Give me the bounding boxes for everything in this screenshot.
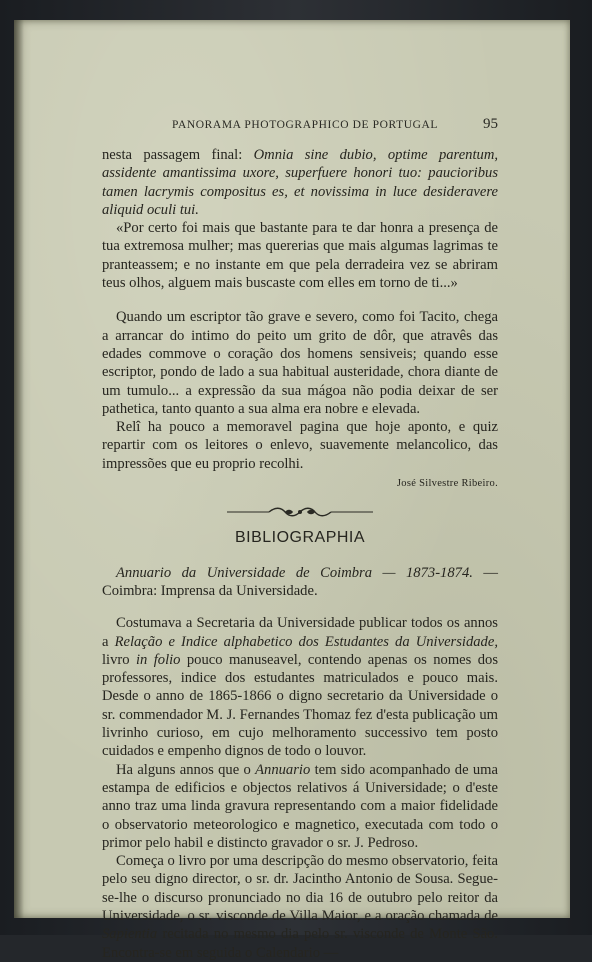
commentary-paragraph-1: Quando um escriptor tão grave e severo, como foi Tacito, chega a arrancar do intimo do peito um grito de dôr, que atravês das edades commove o coração dos homens sensiveis; quando esse escriptor, pondo de lado a sua habitual austeridade, chora diante de um tumulo... a expressão da sua mágoa não podia deixar de ser pathetica, tanto quanto a sua alma era nobre e elevada. (102, 309, 498, 417)
text-run: Costumava a Secretaria da Universidade publicar todos os annos a (102, 615, 498, 650)
italic-term: Sapientia (102, 926, 158, 943)
text-run: Começa o livro por uma descripção do mesmo observatorio, feita pelo seu digno director, o sr. dr. Jacintho Antonio de Sousa. Segue-se-lhe o discurso pronunciado no dia 16 de outubro pelo reitor da Universidade, o sr. visconde de Villa Maior, e a oração chamada de (102, 853, 498, 924)
italic-term: in folio (135, 651, 181, 668)
running-header (104, 116, 498, 136)
page-body (102, 146, 498, 962)
bibliography-paragraph-2 (102, 761, 498, 852)
page-gutter-shadow (14, 20, 24, 918)
entry-title: Annuario da Universidade de Coimbra — 1873-1874. (116, 564, 473, 581)
italic-title: Annuario (255, 761, 311, 778)
italic-title: Relação e Indice alphabetico dos Estudantes da Universidade, (114, 633, 498, 650)
text-run: tem sido acompanhado de uma estampa de edificios e objectos relativos á Universidade; o d'este anno traz uma linda gravura representando com a maior fidelidade o observatorio meteorologico e magnetico, executada com todo o primor pelo habil e distincto gravador o sr. J. Pedroso. (102, 761, 498, 851)
ornament-divider-icon (225, 505, 375, 519)
section-heading: BIBLIOGRAPHIA (234, 529, 366, 547)
text-run: Ha alguns annos que o (116, 761, 256, 778)
bibliography-paragraph-1 (102, 614, 498, 760)
author-signature: José Silvestre Ribeiro. (396, 478, 498, 490)
latin-quote-paragraph (102, 146, 498, 219)
running-title: PANORAMA PHOTOGRAPHICO DE PORTUGAL (172, 119, 439, 131)
text-run: pouco manuseavel, contendo apenas os nomes dos professores, indice dos estudantes matriculados e pouco mais. Desde o anno de 1865-1866 o digno secretario da Universidade o sr. commendador M. J. Fernandes Thomaz fez d'esta publicação um livrinho curioso, em cujo melhoramento successivo tem posto cuidados e empenho dignos de todo o louvor. (102, 651, 498, 760)
latin-quote: Omnia sine dubio, optime parentum, assidente amantissima uxore, superfuere honori tuo: paucioribus tamen lacrymis compositus es, et novissima in luce desideravere aliquid oculi tui. (102, 147, 499, 218)
bibliography-entry (102, 564, 498, 601)
bibliography-paragraph-3 (102, 852, 498, 962)
text-run: recitada no mesmo dia pelo sr. visconde de Monte São. Encontra-se em seguida o Calendario — (102, 926, 498, 961)
translation-paragraph: «Por certo foi mais que bastante para te dar honra a presença de tua extremosa mulher; mas quererias que mais algumas lagrimas te pranteassem; e no instante em que pela derradeira vez se abriram teus olhos, alguem mais buscaste com elles em torno de ti...» (102, 220, 498, 292)
commentary-paragraph-2: Relî ha pouco a memoravel pagina que hoje aponto, e quiz repartir com os leitores o enlevo, suavemente melancolico, das impressões que eu proprio recolhi. (102, 419, 498, 472)
entry-imprint: — Coimbra: Imprensa da Universidade. (102, 564, 499, 599)
page-number: 95 (483, 116, 498, 132)
text-run: livro (102, 651, 136, 668)
quote-intro: nesta passagem final: (102, 147, 254, 163)
